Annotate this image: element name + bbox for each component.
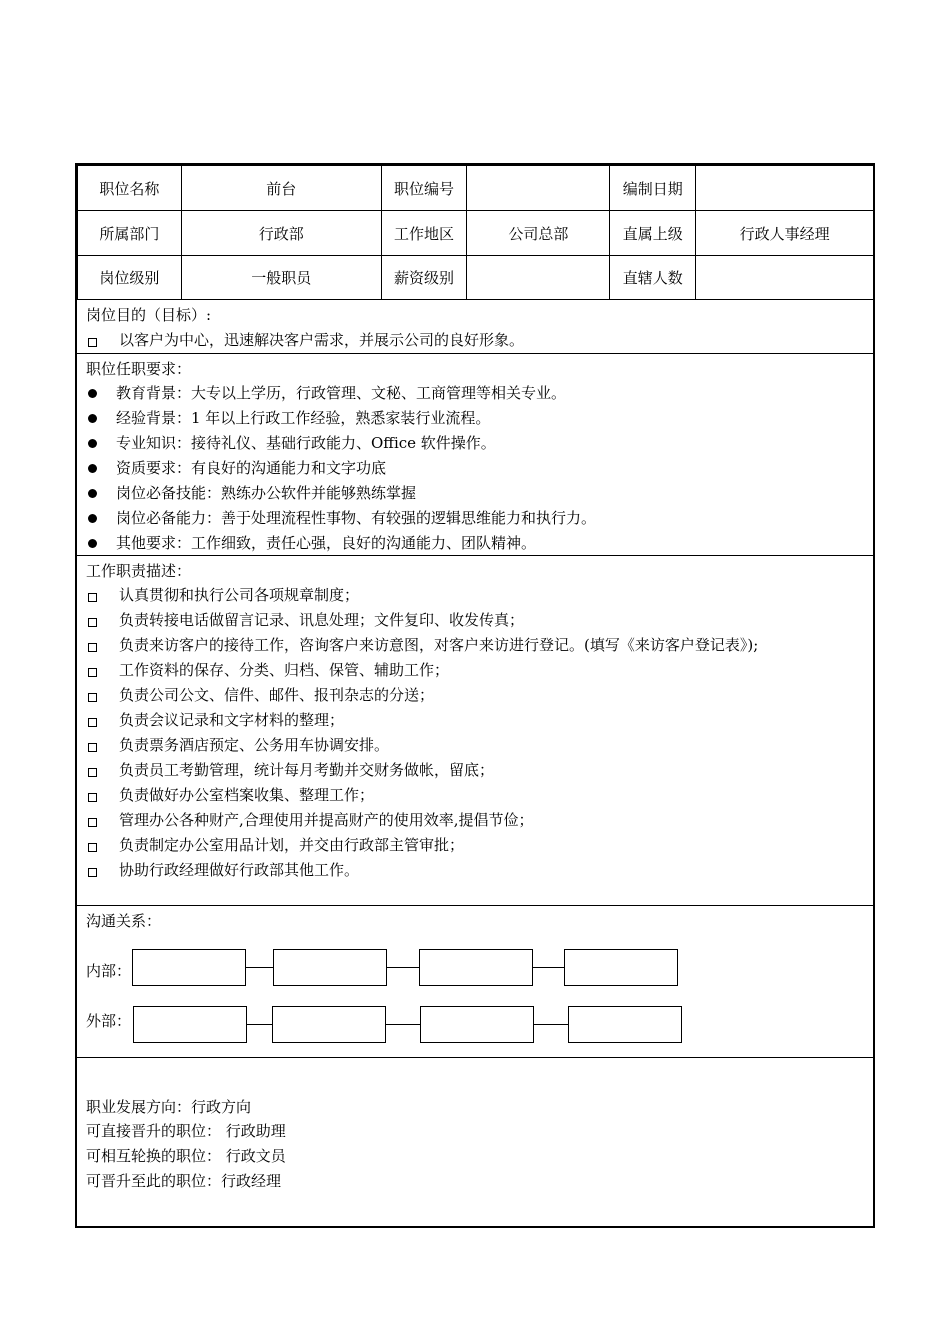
list-item: 其他要求：工作细致，责任心强，良好的沟通能力、团队精神。 <box>86 534 536 552</box>
connector-line <box>386 1024 420 1025</box>
list-item: 负责制定办公室用品计划，并交由行政部主管审批； <box>86 836 464 854</box>
checkbox-icon <box>88 618 97 627</box>
purpose-section <box>77 299 875 353</box>
value-position-code <box>467 166 610 211</box>
career-promote: 可直接晋升的职位： 行政助理 <box>86 1122 286 1140</box>
list-item: 负责票务酒店预定、公务用车协调安排。 <box>86 736 389 754</box>
internal-box-3 <box>419 949 533 986</box>
list-item: 岗位必备技能：熟练办公软件并能够熟练掌握 <box>86 484 416 502</box>
checkbox-icon <box>88 843 97 852</box>
list-item: 资质要求：有良好的沟通能力和文字功底 <box>86 459 386 477</box>
value-prepared-date <box>696 166 874 211</box>
list-item: 负责做好办公室档案收集、整理工作； <box>86 786 374 804</box>
requirements-section <box>77 353 875 555</box>
label-department: 所属部门 <box>78 211 182 256</box>
connector-line <box>533 967 564 968</box>
internal-label: 内部： <box>86 962 132 980</box>
list-item: 负责员工考勤管理，统计每月考勤并交财务做帐，留底； <box>86 761 494 779</box>
checkbox-icon <box>88 868 97 877</box>
list-item: 教育背景：大专以上学历，行政管理、文秘、工商管理等相关专业。 <box>86 384 566 402</box>
list-item: 岗位必备能力：善于处理流程性事物、有较强的逻辑思维能力和执行力。 <box>86 509 596 527</box>
checkbox-icon <box>88 718 97 727</box>
connector-line <box>246 967 273 968</box>
value-work-location: 公司总部 <box>467 211 610 256</box>
checkbox-icon <box>88 793 97 802</box>
external-box-1 <box>133 1006 247 1043</box>
bullet-icon <box>88 539 97 548</box>
value-direct-reports <box>696 256 874 300</box>
internal-box-4 <box>564 949 678 986</box>
value-position-name: 前台 <box>181 166 381 211</box>
duties-section <box>77 555 875 905</box>
label-salary-level: 薪资级别 <box>381 256 467 300</box>
label-prepared-date: 编制日期 <box>610 166 696 211</box>
internal-box-1 <box>132 949 246 986</box>
checkbox-icon <box>88 693 97 702</box>
list-item: 负责会议记录和文字材料的整理； <box>86 711 344 729</box>
communication-title: 沟通关系： <box>86 912 162 930</box>
purpose-title: 岗位目的（目标）: <box>86 306 212 324</box>
value-department: 行政部 <box>181 211 381 256</box>
list-item: 工作资料的保存、分类、归档、保管、辅助工作； <box>86 661 449 679</box>
external-box-2 <box>272 1006 386 1043</box>
career-rotate: 可相互轮换的职位： 行政文员 <box>86 1147 286 1165</box>
bullet-icon <box>88 439 97 448</box>
checkbox-icon <box>88 818 97 827</box>
bullet-icon <box>88 514 97 523</box>
external-box-3 <box>420 1006 534 1043</box>
list-item: 负责来访客户的接待工作，咨询客户来访意图，对客户来访进行登记。(填写《来访客户登记表》); <box>86 636 758 654</box>
label-work-location: 工作地区 <box>381 211 467 256</box>
duties-title: 工作职责描述： <box>86 562 192 580</box>
requirements-title: 职位任职要求： <box>86 360 192 378</box>
checkbox-icon <box>88 668 97 677</box>
list-item: 负责公司公文、信件、邮件、报刊杂志的分送； <box>86 686 434 704</box>
connector-line <box>387 967 419 968</box>
list-item: 专业知识：接待礼仪、基础行政能力、Office 软件操作。 <box>86 434 496 452</box>
checkbox-icon <box>88 593 97 602</box>
bullet-icon <box>88 464 97 473</box>
communication-section <box>77 905 875 1057</box>
internal-box-2 <box>273 949 387 986</box>
checkbox-icon <box>88 768 97 777</box>
label-direct-reports: 直辖人数 <box>610 256 696 300</box>
checkbox-icon <box>88 743 97 752</box>
list-item: 认真贯彻和执行公司各项规章制度； <box>86 586 359 604</box>
list-item: 经验背景：1 年以上行政工作经验，熟悉家装行业流程。 <box>86 409 490 427</box>
bullet-icon <box>88 489 97 498</box>
connector-line <box>534 1024 568 1025</box>
bullet-icon <box>88 389 97 398</box>
value-job-level: 一般职员 <box>181 256 381 300</box>
checkbox-icon <box>88 643 97 652</box>
label-job-level: 岗位级别 <box>78 256 182 300</box>
career-direction: 职业发展方向：行政方向 <box>86 1098 252 1116</box>
career-from: 可晋升至此的职位：行政经理 <box>86 1172 282 1190</box>
external-box-4 <box>568 1006 682 1043</box>
checkbox-icon <box>88 338 97 347</box>
list-item: 管理办公各种财产,合理使用并提高财产的使用效率,提倡节俭； <box>86 811 534 829</box>
label-direct-superior: 直属上级 <box>610 211 696 256</box>
value-direct-superior: 行政人事经理 <box>696 211 874 256</box>
list-item: 负责转接电话做留言记录、讯息处理；文件复印、收发传真； <box>86 611 524 629</box>
label-position-name: 职位名称 <box>78 166 182 211</box>
label-position-code: 职位编号 <box>381 166 467 211</box>
value-salary-level <box>467 256 610 300</box>
list-item: 以客户为中心，迅速解决客户需求，并展示公司的良好形象。 <box>86 331 524 349</box>
external-label: 外部： <box>86 1012 132 1030</box>
career-section <box>77 1057 875 1228</box>
connector-line <box>247 1024 272 1025</box>
header-table <box>77 165 874 300</box>
list-item: 协助行政经理做好行政部其他工作。 <box>86 861 359 879</box>
job-description-form <box>75 163 875 1228</box>
bullet-icon <box>88 414 97 423</box>
